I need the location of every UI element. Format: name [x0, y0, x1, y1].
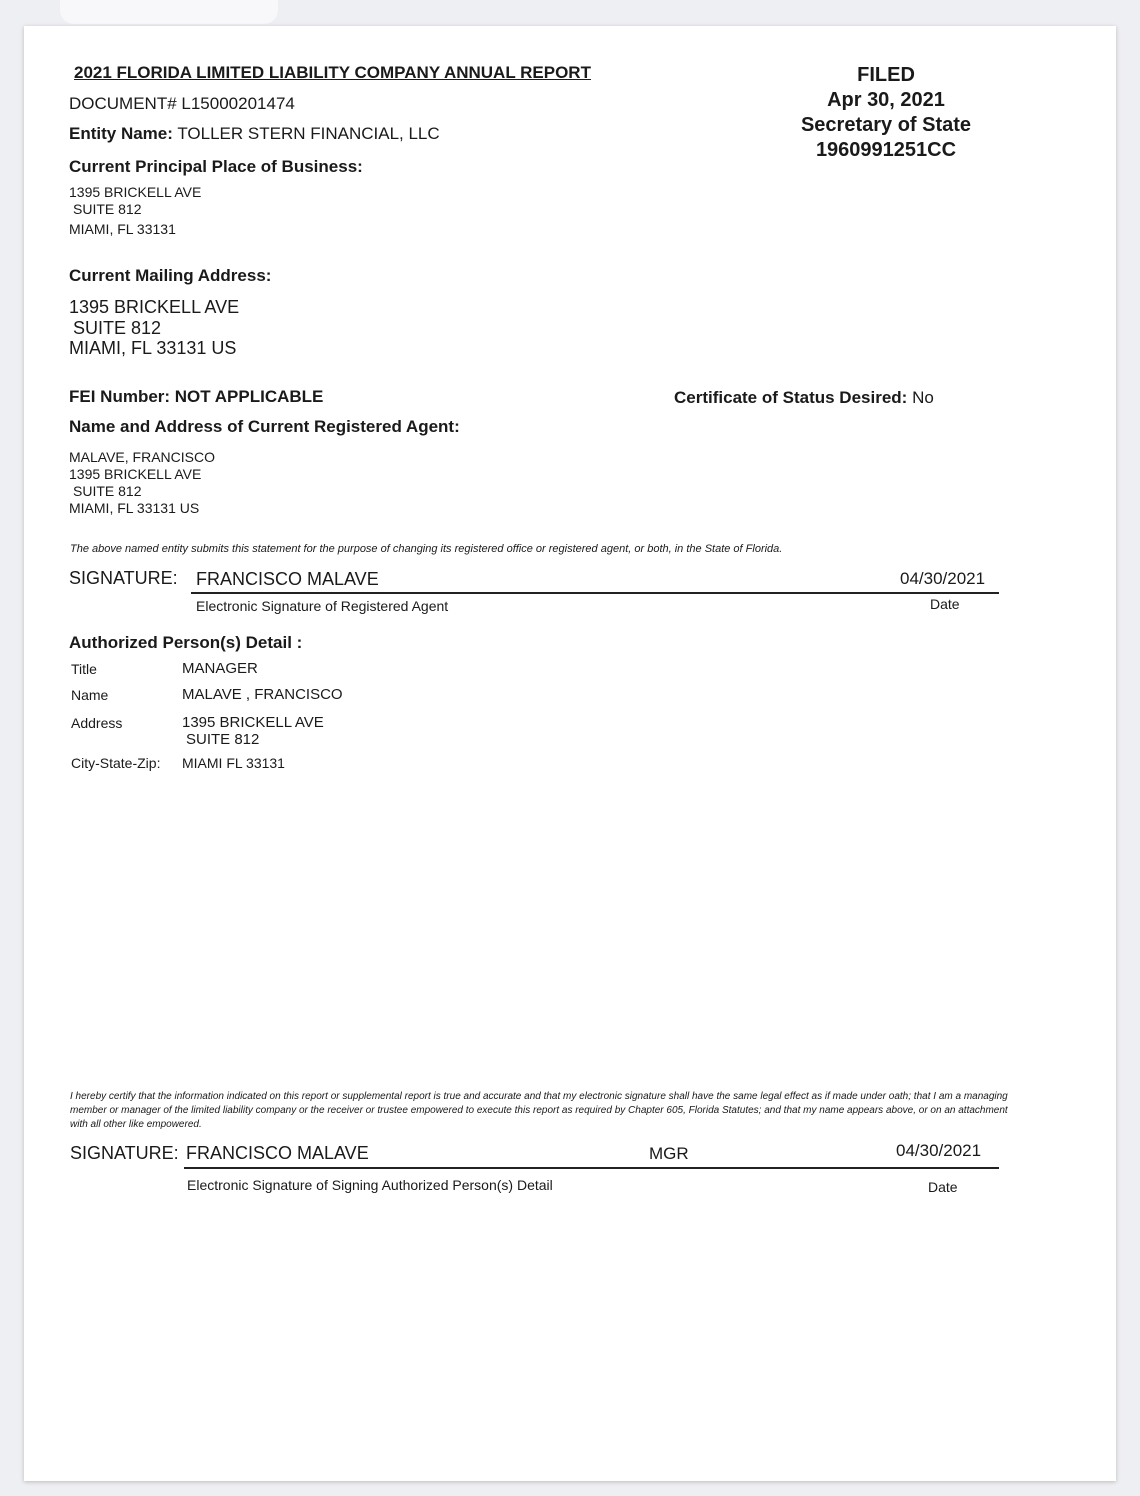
final-signature-label: SIGNATURE:	[70, 1143, 179, 1163]
agent-signature-caption: Electronic Signature of Registered Agent	[196, 598, 449, 614]
entity-name-row	[69, 124, 440, 144]
agent-address-line: 1395 BRICKELL AVE	[69, 466, 202, 482]
final-signature-role: MGR	[649, 1144, 689, 1163]
entity-name-label: Entity Name:	[69, 124, 173, 143]
final-signature-date: 04/30/2021	[896, 1141, 982, 1160]
agent-statement: The above named entity submits this statement for the purpose of changing its registered office or registered agent, or both, in the State of Florida.	[70, 543, 783, 555]
final-signature-caption: Electronic Signature of Signing Authorized Person(s) Detail	[187, 1177, 553, 1193]
agent-signature-line	[191, 592, 999, 594]
principal-place-label: Current Principal Place of Business:	[69, 157, 363, 176]
mailing-address-line: 1395 BRICKELL AVE	[69, 297, 240, 317]
fei-number: FEI Number: NOT APPLICABLE	[69, 387, 324, 406]
agent-signature-label: SIGNATURE:	[69, 568, 178, 588]
mailing-address-line: SUITE 812	[73, 318, 162, 338]
final-signature-name: FRANCISCO MALAVE	[186, 1143, 369, 1163]
registered-agent-label: Name and Address of Current Registered Agent:	[69, 417, 460, 436]
agent-signature-date: 04/30/2021	[900, 569, 986, 588]
viewer-tab	[60, 0, 278, 24]
certificate-status-value: No	[912, 388, 934, 407]
final-signature-line	[184, 1167, 999, 1169]
agent-date-caption: Date	[930, 596, 960, 612]
filed-stamp-office: Secretary of State	[800, 114, 972, 136]
title-value: MANAGER	[182, 660, 258, 677]
address-label: Address	[71, 715, 123, 731]
agent-address-line: MIAMI, FL 33131 US	[69, 500, 200, 516]
agent-address-line: SUITE 812	[73, 483, 142, 499]
principal-address-line: 1395 BRICKELL AVE	[69, 184, 202, 200]
name-value: MALAVE , FRANCISCO	[182, 686, 343, 703]
agent-address-line: MALAVE, FRANCISCO	[69, 449, 215, 465]
certificate-status-label: Certificate of Status Desired:	[674, 388, 908, 407]
title-label: Title	[71, 661, 97, 677]
report-title: 2021 FLORIDA LIMITED LIABILITY COMPANY ANNUAL REPORT	[74, 63, 591, 82]
name-label: Name	[71, 687, 109, 703]
agent-signature-name: FRANCISCO MALAVE	[196, 569, 379, 589]
filed-stamp-status: FILED	[857, 64, 915, 86]
entity-name: TOLLER STERN FINANCIAL, LLC	[177, 124, 440, 143]
address-line: SUITE 812	[186, 731, 260, 748]
filed-stamp-number: 1960991251CC	[815, 139, 957, 161]
document-number: DOCUMENT# L15000201474	[69, 94, 295, 113]
filed-stamp-date: Apr 30, 2021	[827, 89, 945, 111]
mailing-address-line: MIAMI, FL 33131 US	[69, 338, 237, 358]
city-state-zip-label: City-State-Zip:	[71, 755, 161, 771]
authorized-heading: Authorized Person(s) Detail :	[69, 633, 303, 652]
principal-address-line: MIAMI, FL 33131	[69, 221, 176, 237]
principal-address-line: SUITE 812	[73, 201, 142, 217]
address-line: 1395 BRICKELL AVE	[182, 714, 324, 731]
certificate-status-row	[674, 388, 934, 408]
document-page	[24, 26, 1116, 1481]
final-date-caption: Date	[928, 1179, 958, 1195]
certification-text: I hereby certify that the information indicated on this report or supplemental report is true and accurate and that my electronic signature shall have the same legal effect as if made under oath; that I am a managing member or manager of the limited liability company or the receiver or trustee empowered to execute this report as required by Chapter 605, Florida Statutes; and that my name appears above, or on an attachment with all other like empowered.	[70, 1091, 1008, 1130]
mailing-address-label: Current Mailing Address:	[69, 266, 272, 285]
city-state-zip-value: MIAMI FL 33131	[182, 755, 285, 771]
